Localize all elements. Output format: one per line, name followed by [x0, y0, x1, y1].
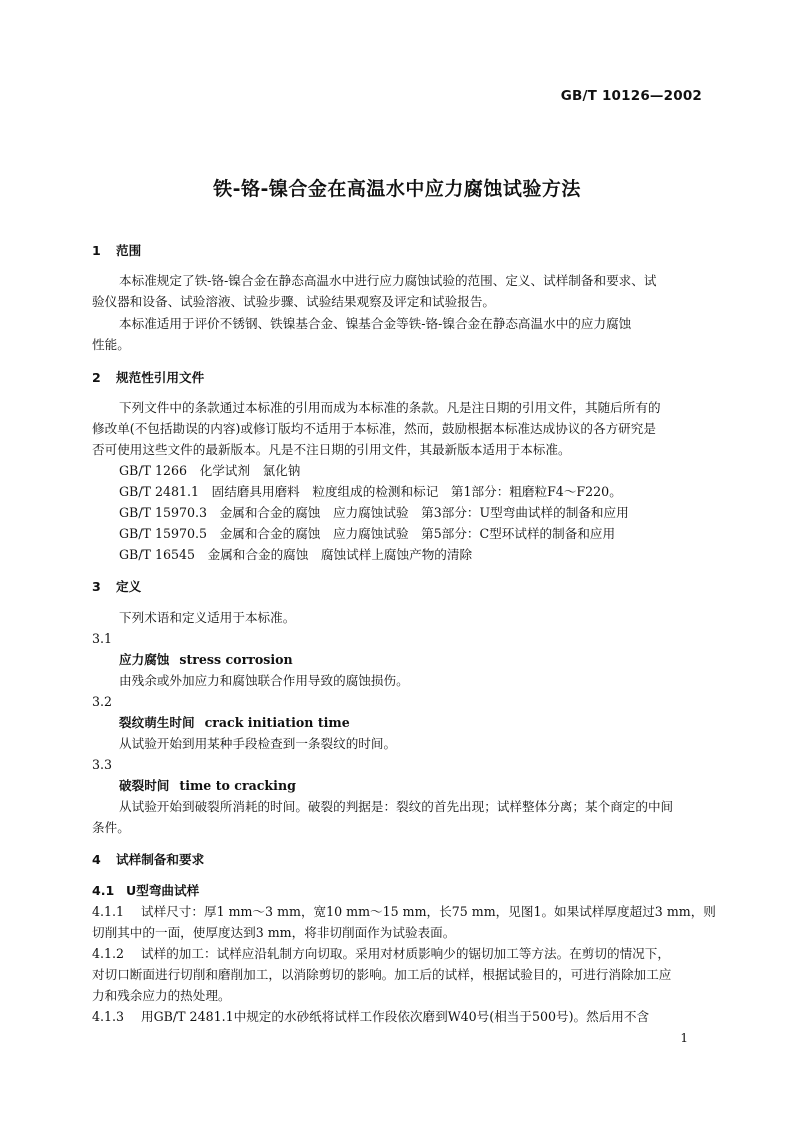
reference-item: GB/T 15970.5 金属和合金的腐蚀 应力腐蚀试验 第5部分：C型环试样的制备和应用 [119, 526, 616, 541]
subsection-heading [92, 882, 199, 899]
section-title: 定义 [116, 579, 142, 594]
term-definition: 从试验开始到用某种手段检查到一条裂纹的时间。 [119, 736, 397, 751]
clause-line: 4.1.3 用GB/T 2481.1中规定的水砂纸将试样工作段依次磨到W40号(相当于500号)。然后用不含 [92, 1009, 650, 1024]
term-en: time to cracking [179, 778, 296, 793]
term-zh: 应力腐蚀 [119, 652, 170, 667]
paragraph-line: 本标准规定了铁-铬-镍合金在静态高温水中进行应力腐蚀试验的范围、定义、试样制备和要求、试 [119, 273, 657, 288]
clause-number: 4.1.2 [92, 946, 125, 961]
section-title: 试样制备和要求 [116, 852, 205, 867]
reference-item: GB/T 1266 化学试剂 氯化钠 [119, 463, 301, 478]
paragraph-line: 下列文件中的条款通过本标准的引用而成为本标准的条款。凡是注日期的引用文件，其随后所有的 [119, 400, 661, 415]
reference-item: GB/T 15970.3 金属和合金的腐蚀 应力腐蚀试验 第3部分：U型弯曲试样的制备和应用 [119, 505, 629, 520]
clause-line: 4.1.2 试样的加工：试样应沿轧制方向切取。采用对材质影响少的锯切加工等方法。在剪切的情况下， [92, 946, 670, 961]
subsection-number: 4.1 [92, 883, 115, 898]
subsection-title: U型弯曲试样 [126, 883, 200, 898]
paragraph-line: 验仪器和设备、试验溶液、试验步骤、试验结果观察及评定和试验报告。 [92, 294, 495, 309]
paragraph-line: 否可使用这些文件的最新版本。凡是不注日期的引用文件，其最新版本适用于本标准。 [92, 442, 571, 457]
section-title: 范围 [116, 243, 142, 258]
section-number: 2 [92, 370, 101, 385]
section-title: 规范性引用文件 [116, 370, 205, 385]
reference-item: GB/T 2481.1 固结磨具用磨料 粒度组成的检测和标记 第1部分：粗磨粒F4～F220。 [119, 484, 622, 499]
section-number: 1 [92, 243, 101, 258]
term-definition: 由残余或外加应力和腐蚀联合作用导致的腐蚀损伤。 [119, 673, 409, 688]
term-en: stress corrosion [179, 652, 293, 667]
clause-number: 4.1.1 [92, 904, 125, 919]
term-heading [119, 714, 350, 731]
paragraph-line: 修改单(不包括勘误的内容)或修订版均不适用于本标准，然而，鼓励根据本标准达成协议的各方研究是 [92, 421, 656, 436]
paragraph-line: 力和残余应力的热处理。 [92, 988, 231, 1003]
clause-number: 3.3 [92, 757, 113, 772]
section-3-heading [92, 578, 141, 595]
standard-number: GB/T 10126—2002 [560, 88, 702, 104]
term-heading [119, 777, 296, 794]
section-1-heading [92, 242, 141, 259]
section-number: 3 [92, 579, 101, 594]
section-4-heading [92, 851, 204, 868]
document-title: 铁-铬-镍合金在高温水中应力腐蚀试验方法 [213, 178, 581, 200]
term-en: crack initiation time [204, 715, 350, 730]
clause-line: 4.1.1 试样尺寸：厚1 mm～3 mm，宽10 mm～15 mm，长75 mm，见图1。如果试样厚度超过3 mm，则 [92, 904, 716, 919]
page-number: 1 [680, 1031, 688, 1045]
paragraph-line: 切削其中的一面，使厚度达到3 mm，将非切削面作为试验表面。 [92, 925, 456, 940]
term-zh: 裂纹萌生时间 [119, 715, 195, 730]
section-2-heading [92, 369, 204, 386]
reference-item: GB/T 16545 金属和合金的腐蚀 腐蚀试样上腐蚀产物的清除 [119, 547, 473, 562]
term-definition: 条件。 [92, 820, 130, 835]
term-zh: 破裂时间 [119, 778, 170, 793]
term-heading [119, 651, 293, 668]
clause-number: 3.2 [92, 694, 113, 709]
paragraph-line: 本标准适用于评价不锈钢、铁镍基合金、镍基合金等铁-铬-镍合金在静态高温水中的应力腐蚀 [119, 316, 632, 331]
paragraph-line: 下列术语和定义适用于本标准。 [119, 610, 296, 625]
paragraph-line: 性能。 [92, 337, 130, 352]
clause-number: 4.1.3 [92, 1009, 125, 1024]
section-number: 4 [92, 852, 101, 867]
paragraph-line: 对切口断面进行切削和磨削加工，以消除剪切的影响。加工后的试样，根据试验目的，可进行消除加工应 [92, 967, 672, 982]
term-definition: 从试验开始到破裂所消耗的时间。破裂的判据是：裂纹的首先出现；试样整体分离；某个商定的中间 [119, 799, 674, 814]
clause-number: 3.1 [92, 631, 113, 646]
